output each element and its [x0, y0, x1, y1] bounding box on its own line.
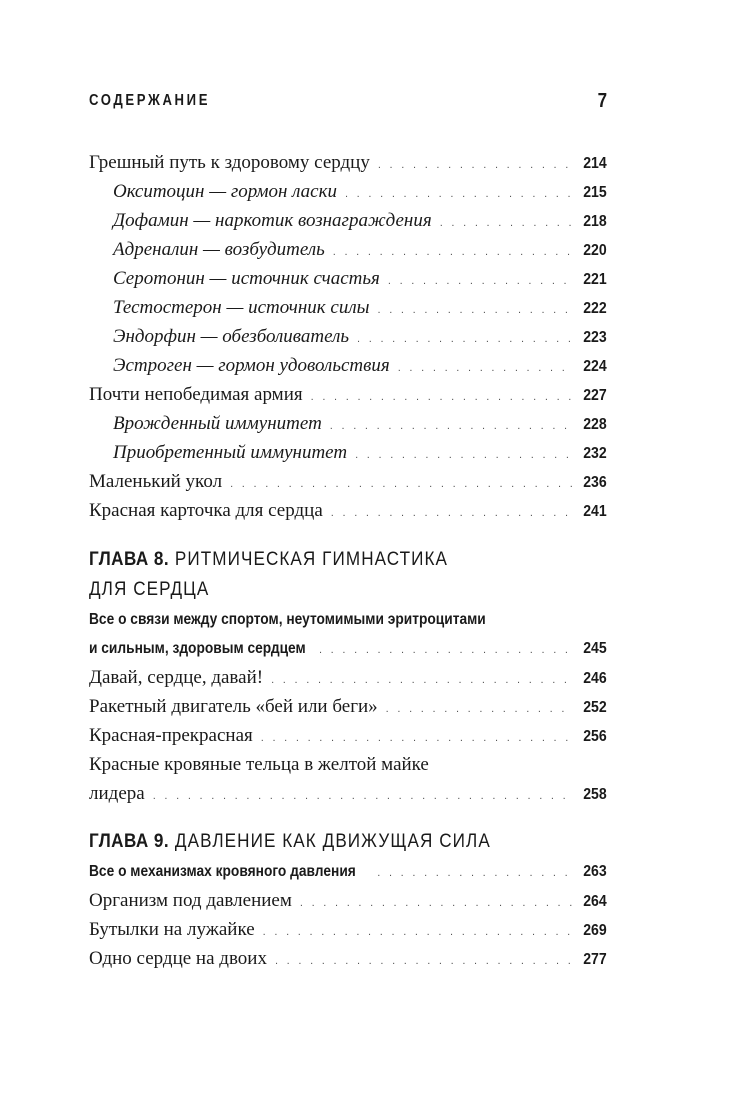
toc-entry-page: 241 [583, 503, 607, 520]
toc-subentry[interactable] [89, 206, 607, 235]
toc-subentry[interactable] [89, 177, 607, 206]
dot-leader [263, 918, 573, 947]
toc-entry-title: Окситоцин — гормон ласки [113, 181, 337, 202]
toc-entry-title: Грешный путь к здоровому сердцу [89, 152, 370, 173]
dot-leader [271, 666, 572, 695]
toc-entry[interactable] [89, 857, 607, 886]
toc-subentry[interactable] [89, 351, 607, 380]
chapter-number: ГЛАВА 9. [89, 831, 170, 852]
chapter-number: ГЛАВА 8. [89, 549, 170, 570]
toc-entry[interactable] [89, 721, 607, 750]
toc-entry-title: Бутылки на лужайке [89, 919, 255, 940]
dot-leader [319, 636, 572, 665]
toc-subentry[interactable] [89, 322, 607, 351]
toc-entry-title: Красная карточка для сердца [89, 500, 323, 521]
dot-leader [275, 947, 572, 976]
toc-entry-page: 269 [583, 922, 607, 939]
toc-entry-title: Красная-прекрасная [89, 725, 253, 746]
chapter-title: ДЛЯ СЕРДЦА [89, 579, 210, 600]
table-of-contents [89, 148, 607, 973]
toc-entry-page: 218 [583, 213, 607, 230]
toc-entry-page: 220 [583, 242, 607, 259]
toc-entry-title: Тестостерон — источник силы [113, 297, 370, 318]
chapter-title: ДАВЛЕНИЕ КАК ДВИЖУЩАЯ СИЛА [174, 831, 491, 852]
dot-leader [377, 859, 572, 888]
dot-leader [261, 724, 573, 753]
toc-entry-title: Серотонин — источник счастья [113, 268, 380, 289]
toc-entry-page: 224 [583, 358, 607, 375]
toc-entry-page: 221 [583, 271, 607, 288]
toc-entry-page: 246 [583, 670, 607, 687]
dot-leader [331, 499, 573, 528]
toc-entry-title: Эстроген — гормон удовольствия [113, 355, 390, 376]
running-head-title: СОДЕРЖАНИЕ [89, 92, 211, 109]
toc-entry-title: Адреналин — возбудитель [113, 239, 325, 260]
dot-leader [398, 354, 573, 383]
dot-leader [333, 238, 573, 267]
dot-leader [330, 412, 573, 441]
page-number: 7 [597, 89, 607, 112]
toc-subentry[interactable] [89, 235, 607, 264]
toc-entry-page: 236 [583, 474, 607, 491]
toc-entry-title: и сильным, здоровым сердцем [89, 640, 306, 657]
toc-entry[interactable] [89, 779, 607, 808]
chapter-title: РИТМИЧЕСКАЯ ГИМНАСТИКА [174, 549, 449, 570]
toc-entry-title: Организм под давлением [89, 890, 292, 911]
toc-entry-title: Давай, сердце, давай! [89, 667, 264, 688]
toc-entry-page: 252 [583, 699, 607, 716]
toc-entry-page: 277 [583, 951, 607, 968]
dot-leader [378, 296, 573, 325]
toc-entry-title-line: Красные кровяные тельца в желтой майке [89, 754, 429, 775]
toc-entry-page: 232 [583, 445, 607, 462]
toc-entry[interactable] [89, 148, 607, 177]
toc-entry-title: Эндорфин — обезболиватель [113, 326, 350, 347]
chapter-heading-continued [89, 575, 611, 605]
dot-leader [378, 151, 572, 180]
toc-entry-page: 223 [583, 329, 607, 346]
toc-subentry[interactable] [89, 293, 607, 322]
dot-leader [386, 695, 573, 724]
toc-entry[interactable] [89, 380, 607, 409]
toc-entry[interactable] [89, 634, 607, 663]
dot-leader [388, 267, 572, 296]
toc-entry-title: Врожденный иммунитет [113, 413, 322, 434]
toc-entry-title: Все о механизмах кровяного давления [89, 863, 356, 880]
toc-entry-page: 222 [583, 300, 607, 317]
dot-leader [311, 383, 573, 412]
dot-leader [355, 441, 572, 470]
toc-entry-title: Маленький укол [89, 471, 223, 492]
toc-entry-title: лидера [89, 783, 145, 804]
dot-leader [357, 325, 572, 354]
chapter-heading[interactable] [89, 827, 611, 857]
toc-entry-title: Одно сердце на двоих [89, 948, 267, 969]
toc-entry-page: 258 [583, 786, 607, 803]
toc-entry[interactable] [89, 663, 607, 692]
dot-leader [345, 180, 572, 209]
toc-entry[interactable] [89, 944, 607, 973]
toc-entry-page: 263 [583, 863, 607, 880]
toc-entry[interactable] [89, 886, 607, 915]
toc-entry-title: Приобретенный иммунитет [113, 442, 348, 463]
toc-entry-title: Ракетный двигатель «бей или беги» [89, 696, 378, 717]
toc-entry[interactable] [89, 467, 607, 496]
toc-entry-page: 228 [583, 416, 607, 433]
toc-entry-page: 256 [583, 728, 607, 745]
toc-entry-page: 214 [583, 155, 607, 172]
toc-entry-page: 264 [583, 893, 607, 910]
toc-entry-page: 227 [583, 387, 607, 404]
chapter-intro: Все о связи между спортом, неутомимыми эритроцитами [89, 611, 486, 628]
toc-subentry[interactable] [89, 438, 607, 467]
toc-entry-page: 245 [583, 640, 607, 657]
dot-leader [153, 782, 573, 811]
toc-entry-page: 215 [583, 184, 607, 201]
toc-entry[interactable] [89, 915, 607, 944]
toc-entry-title: Дофамин — наркотик вознаграждения [113, 210, 432, 231]
chapter-heading[interactable] [89, 545, 611, 575]
toc-subentry[interactable] [89, 264, 607, 293]
toc-entry[interactable] [89, 496, 607, 525]
toc-entry[interactable] [89, 692, 607, 721]
dot-leader [300, 889, 572, 918]
toc-subentry[interactable] [89, 409, 607, 438]
toc-entry-title: Почти непобедимая армия [89, 384, 303, 405]
running-head [89, 86, 607, 116]
dot-leader [230, 470, 572, 499]
dot-leader [440, 209, 573, 238]
